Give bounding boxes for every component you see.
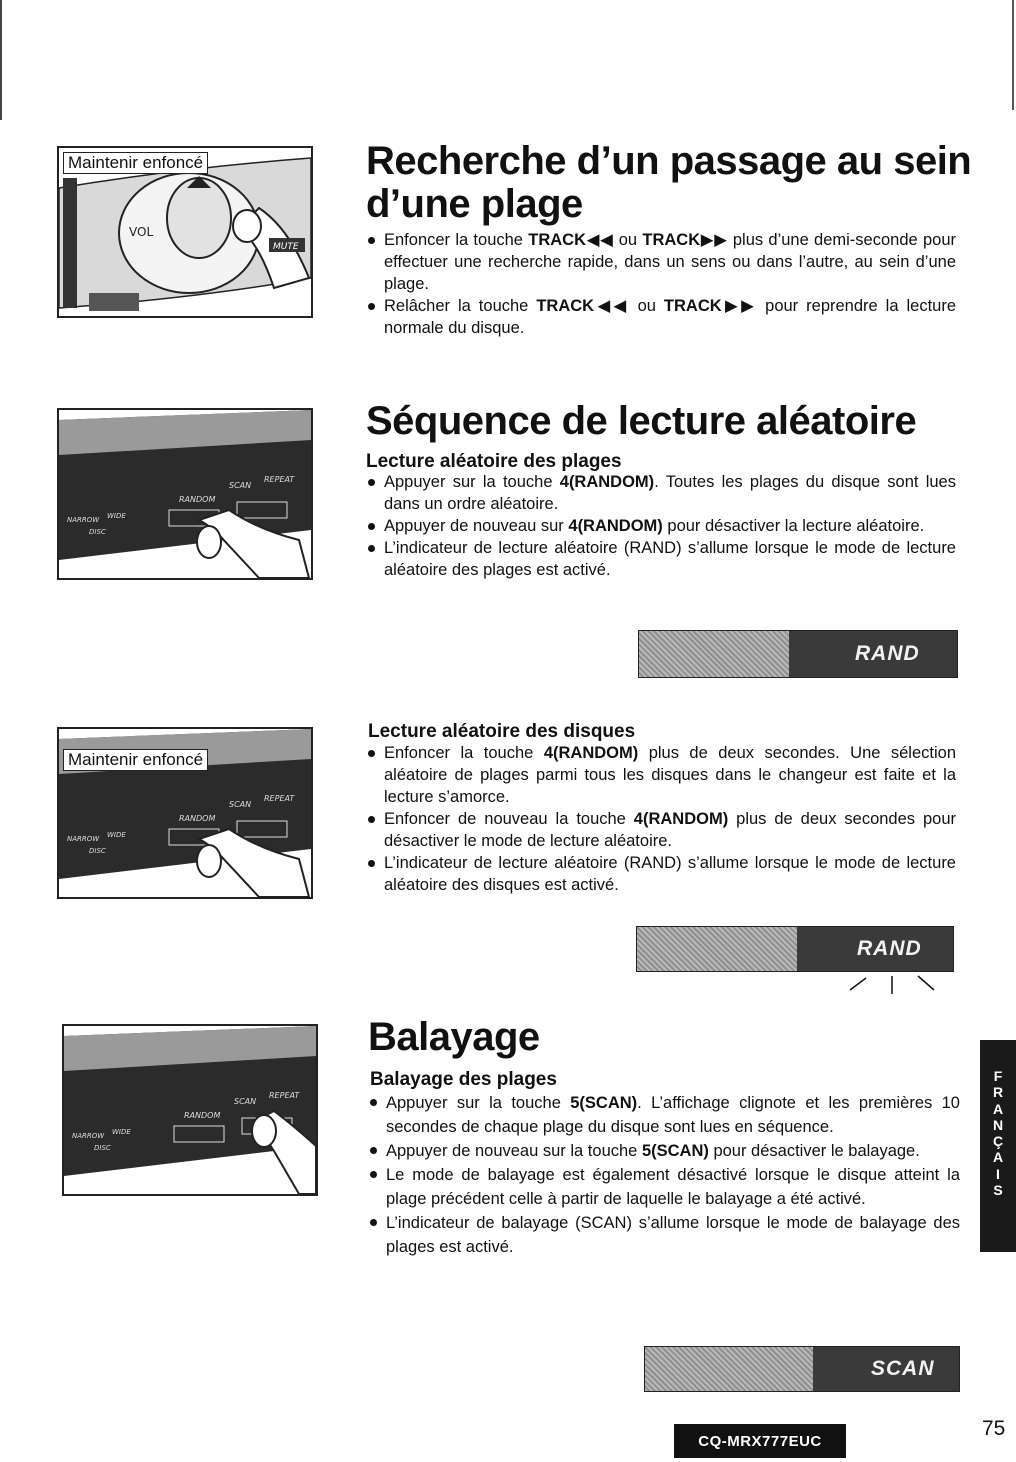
hold-pressed-label: Maintenir enfoncé: [63, 749, 208, 771]
section-title-search: [366, 140, 971, 226]
repeat-panel-label: REPEAT: [264, 475, 295, 484]
model-number-badge: CQ-MRX777EUC: [674, 1424, 846, 1458]
scan-panel-label: SCAN: [229, 481, 252, 490]
scan-edge-line-right: [1012, 0, 1014, 110]
repeat-panel-label: REPEAT: [269, 1091, 300, 1100]
section-title-random: Séquence de lecture aléatoire: [366, 399, 917, 443]
narrow-panel-label: NARROW: [72, 1132, 105, 1140]
list-item: Enfoncer la touche 4(RANDOM) plus de deux secondes. Une sélection aléatoire de plages parmi tous les disques dans le changeur est faite et la lecture s’amorce.: [366, 742, 956, 808]
scan-display: [644, 1346, 960, 1392]
disc-panel-label: DISC: [94, 1144, 111, 1152]
subtitle-random-tracks: Lecture aléatoire des plages: [366, 451, 622, 472]
list-item: Appuyer de nouveau sur la touche 5(SCAN) pour désactiver le balayage.: [368, 1139, 960, 1163]
rand-display-discs: [636, 926, 954, 972]
illustration-scan: [62, 1024, 318, 1196]
mute-panel-label: MUTE: [273, 242, 299, 252]
scan-bullet-list: [368, 1091, 960, 1259]
subtitle-scan-tracks: Balayage des plages: [370, 1069, 557, 1090]
random-panel-label: RANDOM: [184, 1111, 221, 1120]
rand-indicator: RAND: [857, 937, 922, 960]
title-line-1: Recherche d’un passage au sein: [366, 139, 972, 183]
car-stereo-drawing: [64, 1026, 316, 1194]
disc-panel-label: DISC: [89, 847, 106, 855]
vol-panel-label: VOL: [129, 225, 154, 239]
narrow-panel-label: NARROW: [67, 835, 100, 843]
random-panel-label: RANDOM: [179, 495, 216, 504]
illustration-track-search: [57, 146, 313, 318]
blink-marks-icon: [840, 968, 940, 996]
disc-panel-label: DISC: [89, 528, 106, 536]
list-item: Le mode de balayage est également désactivé lorsque le disque atteint la plage précédent celle à partir de laquelle le balayage a été activé.: [368, 1163, 960, 1211]
list-item: Appuyer sur la touche 5(SCAN). L’affichage clignote et les premières 10 secondes de chaque plage du disque sont lues en séquence.: [368, 1091, 960, 1139]
section-title-scan: Balayage: [368, 1015, 540, 1059]
page-number: 75: [982, 1417, 1006, 1440]
wide-panel-label: WIDE: [112, 1128, 131, 1136]
scan-panel-label: SCAN: [229, 800, 252, 809]
scan-panel-label: SCAN: [234, 1097, 257, 1106]
hold-pressed-label: Maintenir enfoncé: [63, 152, 208, 174]
list-item: Enfoncer la touche TRACK◀◀ ou TRACK▶▶ plus d’une demi-seconde pour effectuer une recherche rapide, dans un sens ou dans l’autre, au sein d’une plage.: [366, 229, 956, 295]
repeat-panel-label: REPEAT: [264, 794, 295, 803]
list-item: Relâcher la touche TRACK◀◀ ou TRACK▶▶ pour reprendre la lecture normale du disque.: [366, 295, 956, 339]
list-item: Enfoncer de nouveau la touche 4(RANDOM) plus de deux secondes pour désactiver le mode de lecture aléatoire.: [366, 808, 956, 852]
list-item: Appuyer sur la touche 4(RANDOM). Toutes les plages du disque sont lues dans un ordre aléatoire.: [366, 471, 956, 515]
list-item: L’indicateur de balayage (SCAN) s’allume lorsque le mode de balayage des plages est activé.: [368, 1211, 960, 1259]
list-item: L’indicateur de lecture aléatoire (RAND) s’allume lorsque le mode de lecture aléatoire des plages est activé.: [366, 537, 956, 581]
list-item: Appuyer de nouveau sur 4(RANDOM) pour désactiver la lecture aléatoire.: [366, 515, 956, 537]
title-line-2: d’une plage: [366, 182, 583, 226]
scan-edge-line: [0, 0, 2, 120]
wide-panel-label: WIDE: [107, 512, 126, 520]
language-side-tab: F R A N Ç A I S: [980, 1040, 1016, 1252]
random-tracks-bullet-list: [366, 471, 956, 581]
narrow-panel-label: NARROW: [67, 516, 100, 524]
rand-display-tracks: [638, 630, 958, 678]
illustration-random-discs: [57, 727, 313, 899]
rand-indicator: RAND: [855, 642, 920, 665]
random-discs-bullet-list: [366, 742, 956, 896]
list-item: L’indicateur de lecture aléatoire (RAND) s’allume lorsque le mode de lecture aléatoire des disques est activé.: [366, 852, 956, 896]
search-bullet-list: [366, 229, 956, 339]
car-stereo-drawing: [59, 410, 311, 578]
illustration-random-tracks: [57, 408, 313, 580]
subtitle-random-discs: Lecture aléatoire des disques: [368, 721, 636, 742]
scan-indicator: SCAN: [871, 1357, 935, 1380]
random-panel-label: RANDOM: [179, 814, 216, 823]
wide-panel-label: WIDE: [107, 831, 126, 839]
